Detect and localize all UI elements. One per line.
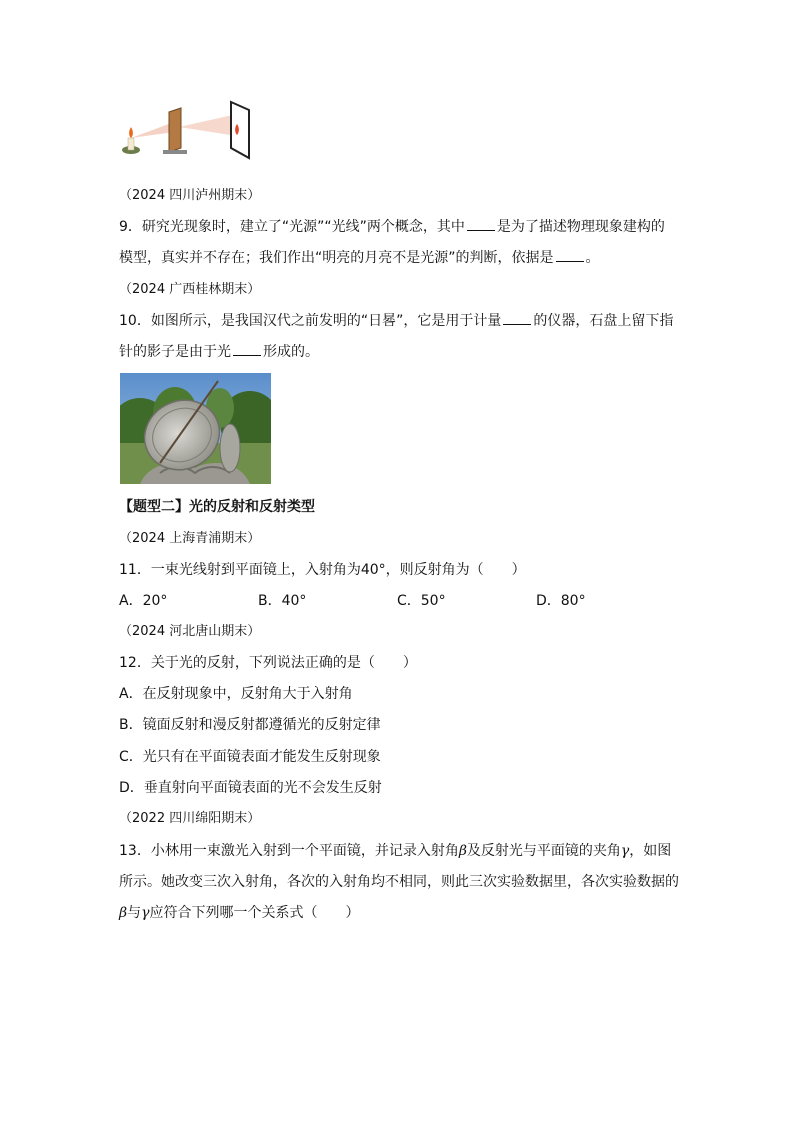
section-label: 【题型二】	[119, 499, 189, 515]
candle-pinhole-figure	[119, 100, 254, 160]
q13-text: 应符合下列哪一个关系式（ ）	[149, 905, 360, 921]
q10-text: 的仪器，石盘上留下指	[533, 313, 674, 329]
source-tag: （2024 四川泸州期末）	[119, 188, 261, 203]
answer-blank[interactable]	[233, 343, 261, 356]
q11-option-d[interactable]: D．80°	[536, 593, 586, 609]
q10-line2	[119, 342, 319, 362]
q9-text: 是为了描述物理现象建构的	[496, 219, 665, 235]
q10-text: 形成的。	[263, 344, 319, 360]
beta-symbol: β	[119, 905, 128, 921]
answer-blank[interactable]	[556, 249, 584, 262]
q13-text: 与	[127, 905, 142, 921]
q12-stem: 12．关于光的反射，下列说法正确的是（ ）	[119, 655, 417, 671]
section-heading	[119, 497, 315, 517]
q12-option-b[interactable]: B．镜面反射和漫反射都遵循光的反射定律	[119, 717, 381, 733]
q12-option-c[interactable]: C．光只有在平面镜表面才能发生反射现象	[119, 749, 381, 765]
q13-text: 及反射光与平面镜的夹角	[466, 843, 621, 859]
q9-text: 模型，真实并不存在；我们作出“明亮的月亮不是光源”的判断，依据是	[119, 250, 554, 266]
q13-line3	[119, 903, 359, 923]
q13-text: ，如图	[629, 843, 672, 859]
q11-option-b[interactable]: B．40°	[258, 593, 307, 609]
q10-text: 针的影子是由于光	[119, 344, 231, 360]
q12-option-a[interactable]: A．在反射现象中，反射角大于入射角	[119, 686, 353, 702]
source-tag: （2024 广西桂林期末）	[119, 282, 261, 297]
q9-line1	[119, 217, 665, 237]
q13-text: 13．小林用一束激光入射到一个平面镜，并记录入射角	[119, 843, 459, 859]
sundial-photo	[120, 373, 271, 484]
answer-blank[interactable]	[503, 312, 531, 325]
q9-text: 9．研究光现象时，建立了“光源”“光线”两个概念，其中	[119, 219, 465, 235]
gamma-symbol: γ	[620, 843, 630, 859]
q11-option-c[interactable]: C．50°	[397, 593, 446, 609]
q13-line2: 所示。她改变三次入射角，各次的入射角均不相同，则此三次实验数据里，各次实验数据的	[119, 874, 679, 890]
q10-line1	[119, 311, 673, 331]
q12-option-d[interactable]: D．垂直射向平面镜表面的光不会发生反射	[119, 780, 382, 796]
q9-text: 。	[585, 250, 600, 266]
q11-stem: 11．一束光线射到平面镜上，入射角为40°，则反射角为（ ）	[119, 562, 526, 578]
answer-blank[interactable]	[467, 218, 495, 231]
q10-text: 10．如图所示，是我国汉代之前发明的“日晷”，它是用于计量	[119, 313, 502, 329]
gamma-symbol: γ	[141, 905, 150, 921]
source-tag: （2022 四川绵阳期末）	[119, 811, 261, 826]
q13-line1	[119, 841, 671, 861]
q9-line2	[119, 248, 600, 268]
beta-symbol: β	[458, 843, 467, 859]
source-tag: （2024 河北唐山期末）	[119, 624, 261, 639]
section-title: 光的反射和反射类型	[189, 499, 315, 515]
q11-option-a[interactable]: A．20°	[119, 593, 168, 609]
source-tag: （2024 上海青浦期末）	[119, 531, 261, 546]
